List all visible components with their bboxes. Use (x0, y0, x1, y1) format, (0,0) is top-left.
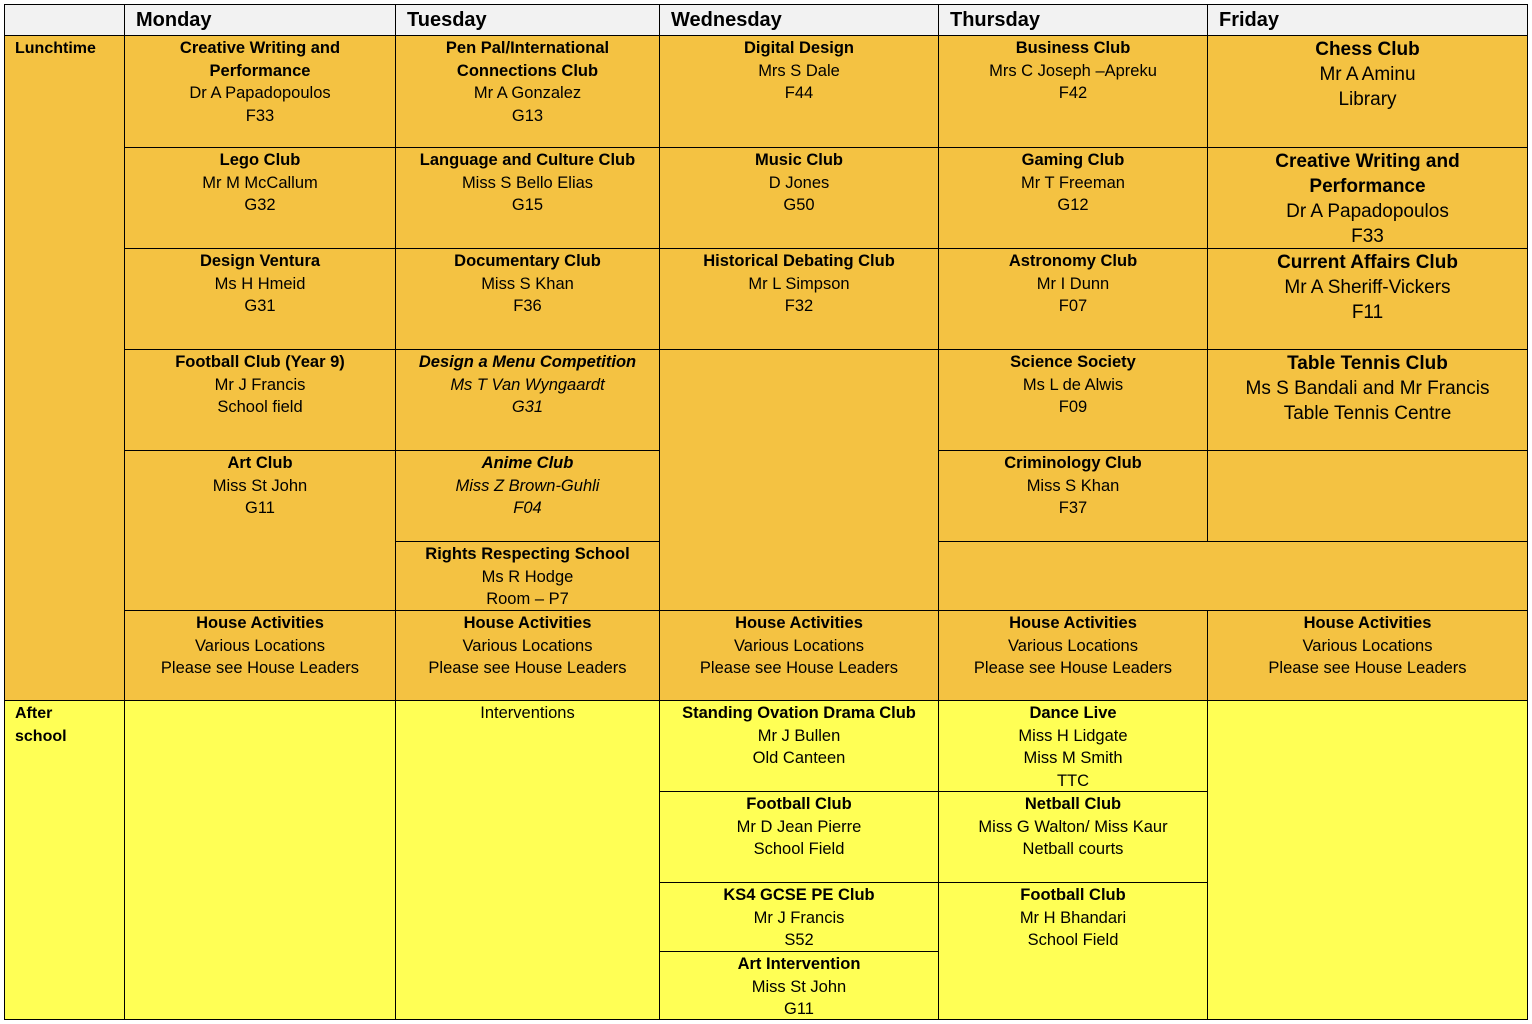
club-detail: Miss H Lidgate (1018, 726, 1128, 745)
club-tuesday-6 (395, 541, 660, 611)
club-detail: Dr A Papadopoulos (1286, 201, 1449, 222)
club-detail: G32 (244, 196, 276, 214)
club-detail: G13 (511, 106, 544, 125)
house-activities-friday (1207, 610, 1528, 701)
club-title: Design Ventura (199, 252, 321, 270)
club-friday-3 (1207, 248, 1528, 350)
club-detail: Ms S Bandali and Mr Francis (1245, 378, 1490, 399)
club-title: Creative Writing and Performance (1275, 151, 1460, 197)
club-title: Pen Pal/International Connections Club (445, 39, 610, 80)
club-detail: Mr M McCallum (202, 173, 318, 192)
club-wednesday-3 (659, 248, 939, 350)
club-monday-4 (124, 349, 396, 451)
club-detail: Netball courts (1022, 840, 1124, 858)
club-detail: Miss M Smith (1023, 749, 1123, 767)
club-thursday-3 (938, 248, 1208, 350)
club-detail: Various Locations (195, 636, 325, 655)
club-title: House Activities (463, 614, 592, 632)
club-detail: Miss G Walton/ Miss Kaur (978, 817, 1168, 836)
day-label: Monday (136, 9, 212, 31)
club-detail: Miss St John (751, 977, 847, 996)
empty-friday-slot (1207, 450, 1528, 542)
club-monday-5 (124, 450, 396, 611)
after-club-wednesday-3 (659, 882, 939, 952)
club-detail: Please see House Leaders (160, 659, 360, 677)
club-title: Criminology Club (1004, 454, 1142, 472)
club-detail: Miss St John (212, 476, 308, 495)
club-thursday-5 (938, 450, 1208, 542)
club-detail: School field (217, 398, 303, 416)
club-tuesday-3 (395, 248, 660, 350)
club-detail: Ms L de Alwis (1022, 375, 1124, 394)
house-activities-tuesday (395, 610, 660, 701)
row-label-after-school (4, 700, 125, 1020)
after-school-friday (1207, 700, 1528, 1020)
club-detail: Miss Z Brown-Guhli (455, 476, 600, 495)
club-detail: F37 (1058, 499, 1088, 517)
club-title: House Activities (196, 614, 324, 632)
club-title: Art Club (227, 454, 293, 472)
club-detail: Mr A Sheriff-Vickers (1284, 277, 1451, 298)
club-detail: Please see House Leaders (1268, 659, 1467, 677)
club-detail: F32 (784, 297, 814, 315)
club-title: Gaming Club (1021, 151, 1125, 169)
club-thursday-4 (938, 349, 1208, 451)
club-detail: G50 (783, 196, 815, 214)
club-detail: Miss S Bello Elias (461, 173, 594, 192)
club-detail: F11 (1351, 302, 1384, 323)
club-title: Chess Club (1315, 39, 1420, 60)
club-detail: G31 (511, 398, 544, 416)
club-tuesday-2 (395, 147, 660, 249)
club-detail: Ms T Van Wyngaardt (450, 375, 605, 394)
club-detail: G11 (784, 1000, 814, 1018)
club-title: Creative Writing and Performance (179, 39, 341, 80)
after-club-wednesday-4 (659, 951, 939, 1020)
club-friday-1 (1207, 35, 1528, 148)
club-detail: F36 (513, 297, 542, 315)
row-label-lunchtime (4, 35, 125, 701)
club-detail: F09 (1058, 398, 1088, 416)
club-title: Football Club (1020, 886, 1126, 904)
club-monday-3 (124, 248, 396, 350)
club-detail: Mrs S Dale (758, 61, 840, 80)
club-title: KS4 GCSE PE Club (723, 886, 875, 904)
club-detail: Please see House Leaders (973, 659, 1173, 677)
day-label: Tuesday (407, 9, 487, 31)
interventions-label: Interventions (480, 704, 575, 722)
after-club-thursday-1 (938, 700, 1208, 792)
club-title: Rights Respecting School (425, 545, 630, 563)
row-label-text: After school (15, 705, 67, 745)
club-title: Science Society (1010, 353, 1136, 371)
after-club-wednesday-1 (659, 700, 939, 792)
club-title: Standing Ovation Drama Club (682, 704, 916, 722)
day-label: Friday (1219, 9, 1280, 31)
club-detail: Various Locations (1302, 636, 1433, 655)
club-title: Table Tennis Club (1287, 353, 1448, 374)
club-detail: G15 (511, 196, 544, 214)
club-detail: Various Locations (462, 636, 593, 655)
club-title: House Activities (735, 614, 863, 632)
club-friday-2 (1207, 147, 1528, 249)
club-title: House Activities (1009, 614, 1137, 632)
club-title: Netball Club (1024, 795, 1122, 813)
club-title: Digital Design (743, 39, 854, 57)
club-detail: Mr T Freeman (1021, 173, 1125, 192)
empty-thursday-friday-slot (938, 541, 1528, 611)
club-detail: Mr L Simpson (748, 274, 850, 293)
club-detail: Please see House Leaders (699, 659, 899, 677)
club-detail: Miss S Khan (1026, 476, 1120, 495)
club-title: Football Club (Year 9) (175, 353, 345, 371)
club-detail: Dr A Papadopoulos (189, 84, 331, 102)
club-detail: Old Canteen (752, 749, 846, 767)
club-detail: F44 (784, 84, 814, 102)
club-detail: Mr A Gonzalez (473, 84, 582, 102)
club-title: Anime Club (481, 454, 574, 472)
day-header-friday (1207, 4, 1528, 36)
after-club-thursday-3 (938, 882, 1208, 1020)
club-detail: G31 (244, 297, 276, 315)
house-activities-thursday (938, 610, 1208, 701)
empty-wednesday-slot (659, 349, 939, 611)
club-detail: Mr J Bullen (757, 726, 841, 745)
club-detail: School Field (753, 840, 845, 858)
house-activities-wednesday (659, 610, 939, 701)
club-wednesday-1 (659, 35, 939, 148)
club-detail: G11 (245, 499, 275, 517)
club-title: Design a Menu Competition (418, 353, 637, 371)
club-detail: Table Tennis Centre (1283, 403, 1452, 424)
club-title: Music Club (754, 151, 843, 169)
club-detail: Mrs C Joseph –Apreku (989, 61, 1157, 80)
after-school-tuesday (395, 700, 660, 1020)
club-detail: Miss S Khan (481, 274, 574, 293)
club-title: Lego Club (219, 151, 301, 169)
club-thursday-2 (938, 147, 1208, 249)
day-label: Wednesday (671, 9, 782, 31)
club-title: Documentary Club (454, 252, 601, 270)
after-school-monday (124, 700, 396, 1020)
club-detail: Mr H Bhandari (1019, 908, 1127, 927)
club-detail: F33 (1351, 226, 1384, 247)
club-title: Language and Culture Club (419, 151, 636, 169)
header-corner (4, 4, 125, 36)
club-detail: Mr A Aminu (1319, 64, 1416, 85)
club-monday-2 (124, 147, 396, 249)
club-detail: S52 (784, 931, 814, 949)
club-detail: Room – P7 (486, 590, 569, 608)
club-detail: Library (1338, 89, 1397, 110)
club-detail: G12 (1057, 196, 1089, 214)
club-title: Art Intervention (737, 955, 861, 973)
club-detail: D Jones (768, 173, 830, 192)
club-friday-4 (1207, 349, 1528, 451)
club-title: Dance Live (1029, 704, 1117, 722)
club-detail: Various Locations (734, 636, 864, 655)
club-title: Historical Debating Club (703, 252, 895, 270)
club-detail: F04 (513, 499, 542, 517)
club-detail: Mr J Francis (753, 908, 845, 927)
day-header-tuesday (395, 4, 660, 36)
club-detail: School Field (1027, 931, 1119, 949)
club-title: House Activities (1303, 614, 1432, 632)
after-club-thursday-2 (938, 791, 1208, 883)
club-detail: Various Locations (1008, 636, 1138, 655)
club-detail: F42 (1058, 84, 1088, 102)
club-title: Astronomy Club (1008, 252, 1138, 270)
club-title: Football Club (746, 795, 852, 813)
after-club-wednesday-2 (659, 791, 939, 883)
club-detail: F07 (1058, 297, 1088, 315)
club-detail: Mr J Francis (214, 375, 306, 394)
club-detail: TTC (1056, 771, 1090, 790)
club-thursday-1 (938, 35, 1208, 148)
club-title: Business Club (1015, 39, 1131, 57)
day-header-wednesday (659, 4, 939, 36)
club-wednesday-2 (659, 147, 939, 249)
club-detail: Mr D Jean Pierre (736, 817, 862, 836)
day-header-monday (124, 4, 396, 36)
club-tuesday-1 (395, 35, 660, 148)
club-detail: Mr I Dunn (1036, 274, 1110, 293)
club-monday-1 (124, 35, 396, 148)
row-label-text: Lunchtime (15, 40, 96, 57)
club-detail: Ms H Hmeid (214, 274, 306, 293)
club-detail: F33 (245, 106, 275, 125)
house-activities-monday (124, 610, 396, 701)
club-title: Current Affairs Club (1277, 252, 1458, 273)
day-label: Thursday (950, 9, 1041, 31)
club-detail: Please see House Leaders (428, 659, 627, 677)
club-detail: Ms R Hodge (481, 567, 574, 586)
club-tuesday-5 (395, 450, 660, 542)
day-header-thursday (938, 4, 1208, 36)
club-tuesday-4 (395, 349, 660, 451)
